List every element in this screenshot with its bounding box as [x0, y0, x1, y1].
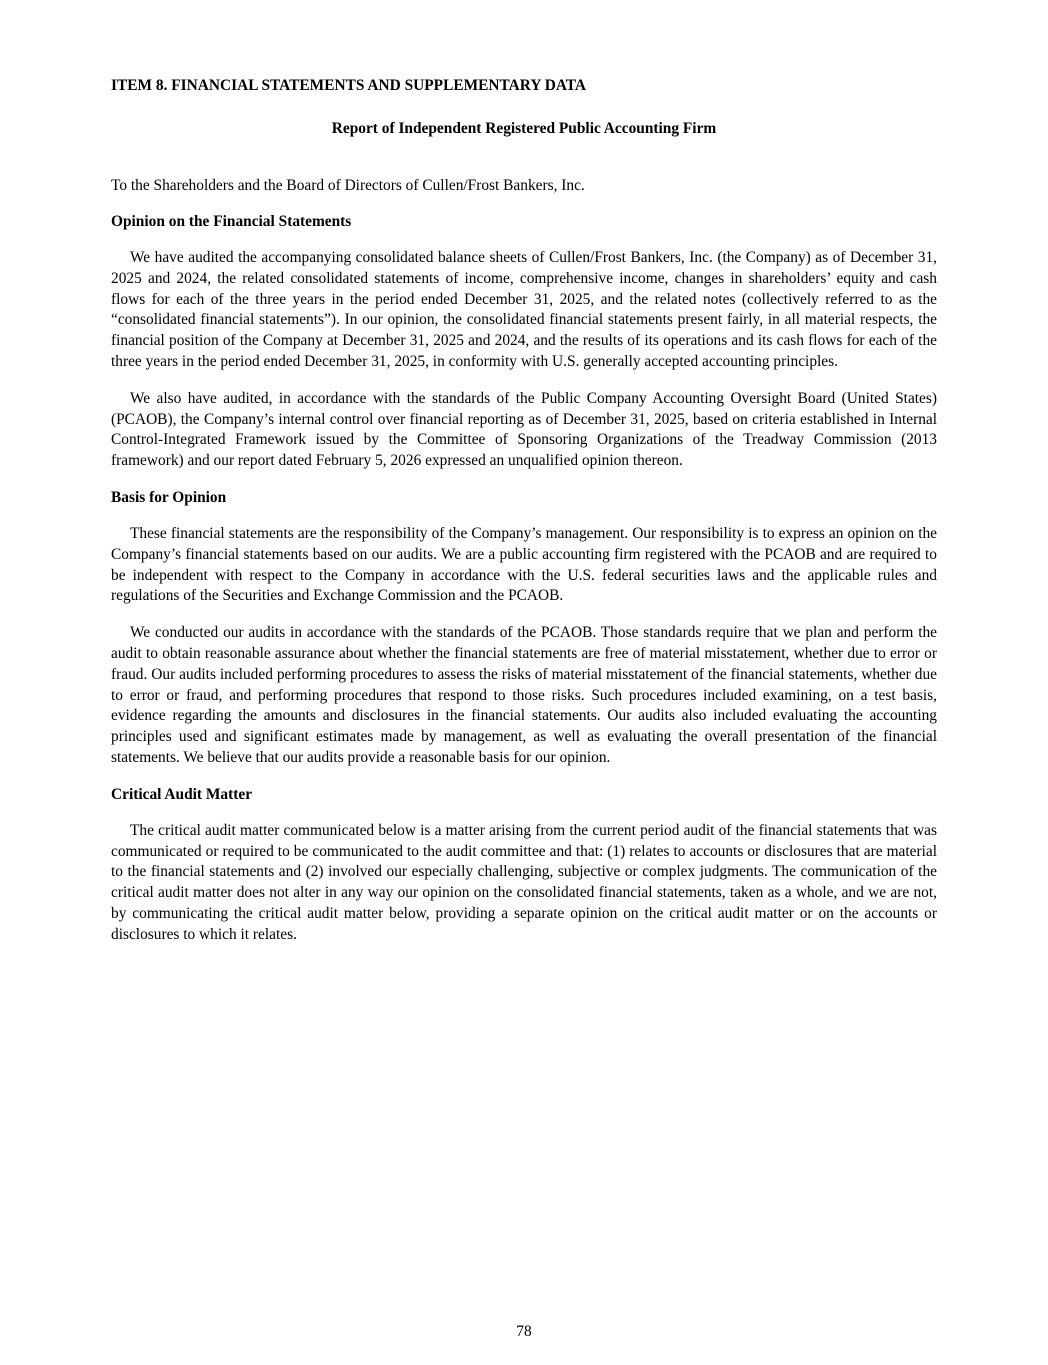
section-critical-audit-matter [111, 785, 937, 946]
section-heading: Critical Audit Matter [111, 785, 253, 803]
page-number: 78 [516, 1323, 532, 1340]
section-basis-for-opinion [111, 488, 937, 769]
section-heading: Basis for Opinion [111, 488, 227, 506]
section-heading: Opinion on the Financial Statements [111, 213, 352, 230]
item-heading: ITEM 8. FINANCIAL STATEMENTS AND SUPPLEMENTARY DATA [111, 77, 587, 94]
section-opinion [111, 212, 937, 472]
report-title: Report of Independent Registered Public Accounting Firm [331, 120, 717, 137]
salutation: To the Shareholders and the Board of Directors of Cullen/Frost Bankers, Inc. [111, 177, 585, 194]
paragraph: The critical audit matter communicated below is a matter arising from the current period audit of the financial statements that was communicated or required to be communicated to the audit committee and that: (1) relates to accounts or disclosures that are material to the financial statements and (2) involved our especially challenging, subjective or complex judgments. The communication of the critical audit matter does not alter in any way our opinion on the consolidated financial statements, taken as a whole, and we are not, by communicating the critical audit matter below, providing a separate opinion on the critical audit matter or on the accounts or disclosures to which it relates. [111, 821, 937, 943]
paragraph: These financial statements are the responsibility of the Company’s management. Our responsibility is to express an opinion on the Company’s financial statements based on our audits. We are a public accounting firm registered with the PCAOB and are required to be independent with respect to the Company in accordance with the U.S. federal securities laws and the applicable rules and regulations of the Securities and Exchange Commission and the PCAOB. [111, 524, 937, 605]
document-body [111, 76, 937, 946]
paragraph: We have audited the accompanying consolidated balance sheets of Cullen/Frost Bankers, Inc. (the Company) as of December 31, 2025 and 2024, the related consolidated statements of income, comprehensive income, changes in shareholders’ equity and cash flows for each of the three years in the period ended December 31, 2025, and the related notes (collectively referred to as the “consolidated financial statements”). In our opinion, the consolidated financial statements present fairly, in all material respects, the financial position of the Company at December 31, 2025 and 2024, and the results of its operations and its cash flows for each of the three years in the period ended December 31, 2025, in conformity with U.S. generally accepted accounting principles. [111, 249, 937, 370]
paragraph: We also have audited, in accordance with the standards of the Public Company Accounting Oversight Board (United States) (PCAOB), the Company’s internal control over financial reporting as of December 31, 2025, based on criteria established in Internal Control-Integrated Framework issued by the Committee of Sponsoring Organizations of the Treadway Commission (2013 framework) and our report dated February 5, 2026 expressed an unqualified opinion thereon. [111, 389, 937, 470]
paragraph: We conducted our audits in accordance with the standards of the PCAOB. Those standards require that we plan and perform the audit to obtain reasonable assurance about whether the financial statements are free of material misstatement, whether due to error or fraud. Our audits included performing procedures to assess the risks of material misstatement of the financial statements, whether due to error or fraud, and performing procedures that respond to those risks. Such procedures included examining, on a test basis, evidence regarding the amounts and disclosures in the financial statements. Our audits also included evaluating the accounting principles used and significant estimates made by management, as well as evaluating the overall presentation of the financial statements. We believe that our audits provide a reasonable basis for our opinion. [111, 624, 937, 766]
